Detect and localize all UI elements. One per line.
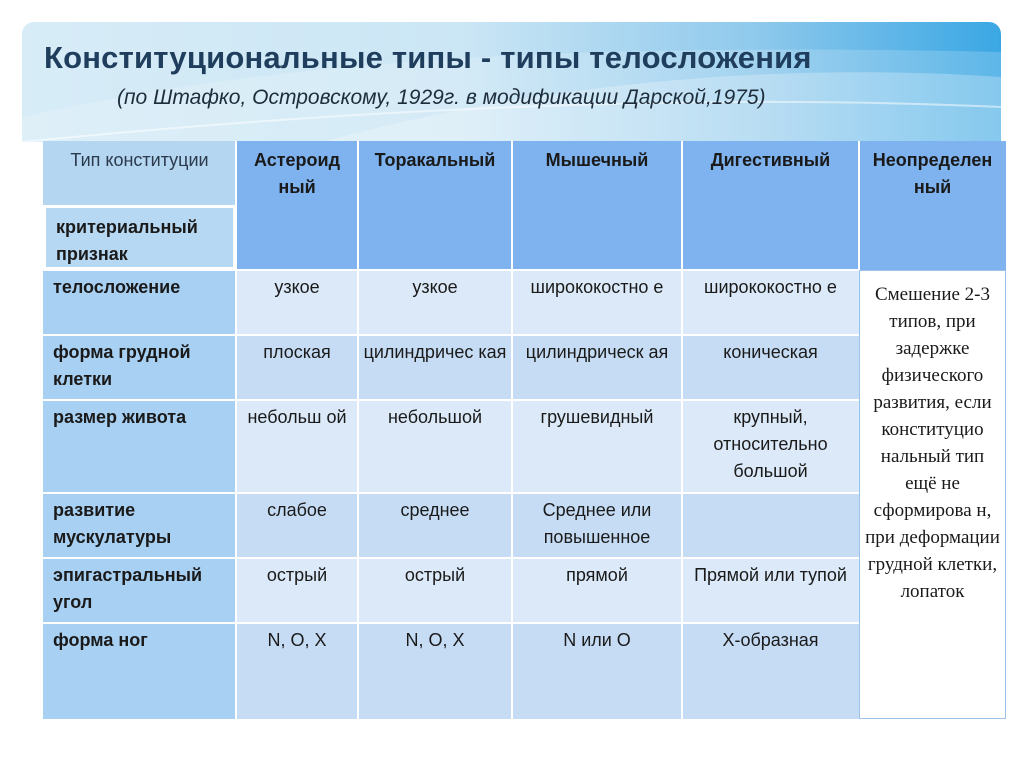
row-label-muscle-development: развитие мускулатуры (43, 493, 236, 558)
row-label-leg-shape: форма ног (43, 623, 236, 719)
cell-muscle-asteroid: слабое (236, 493, 358, 558)
row-label-chest-shape: форма грудной клетки (43, 335, 236, 400)
cell-belly-asteroid: небольш ой (236, 400, 358, 493)
row-label-physique: телосложение (43, 270, 236, 335)
cell-chest-asteroid: плоская (236, 335, 358, 400)
cell-legs-digestive: X-образная (682, 623, 859, 719)
cell-muscle-muscular: Среднее или повышенное (512, 493, 682, 558)
cell-belly-muscular: грушевидный (512, 400, 682, 493)
row-label-epigastric-angle: эпигастральный угол (43, 558, 236, 623)
cell-physique-thoracic: узкое (358, 270, 512, 335)
cell-angle-muscular: прямой (512, 558, 682, 623)
cell-angle-thoracic: острый (358, 558, 512, 623)
cell-chest-digestive: коническая (682, 335, 859, 400)
cell-muscle-thoracic: среднее (358, 493, 512, 558)
cell-legs-asteroid: N, O, X (236, 623, 358, 719)
cell-angle-asteroid: острый (236, 558, 358, 623)
column-header-digestive: Дигестивный (682, 141, 859, 270)
cell-physique-muscular: ширококостно е (512, 270, 682, 335)
column-header-undefined: Неопределен ный (859, 141, 1006, 270)
cell-angle-digestive: Прямой или тупой (682, 558, 859, 623)
corner-header-type: Тип конституции (43, 141, 236, 205)
page-title: Конституциональные типы - типы телосложения (44, 40, 812, 75)
cell-legs-thoracic: N, O, X (358, 623, 512, 719)
row-label-belly-size: размер живота (43, 400, 236, 493)
cell-chest-muscular: цилиндрическ ая (512, 335, 682, 400)
cell-belly-thoracic: небольшой (358, 400, 512, 493)
cell-legs-muscular: N или O (512, 623, 682, 719)
cell-chest-thoracic: цилиндричес кая (358, 335, 512, 400)
page-subtitle: (по Штафко, Островскому, 1929г. в модификации Дарской,1975) (117, 86, 766, 109)
cell-muscle-digestive (682, 493, 859, 558)
corner-header-criterion: критериальный признак (43, 205, 236, 270)
column-header-muscular: Мышечный (512, 141, 682, 270)
cell-undefined-type-description: Смешение 2-3 типов, при задержке физического развития, если конституцио нальный тип ещё не сформирова н, при деформации грудной клетки, лопаток (859, 270, 1006, 719)
cell-physique-digestive: ширококостно е (682, 270, 859, 335)
column-header-asteroid: Астероид ный (236, 141, 358, 270)
column-header-thoracic: Торакальный (358, 141, 512, 270)
cell-belly-digestive: крупный, относительно большой (682, 400, 859, 493)
cell-physique-asteroid: узкое (236, 270, 358, 335)
